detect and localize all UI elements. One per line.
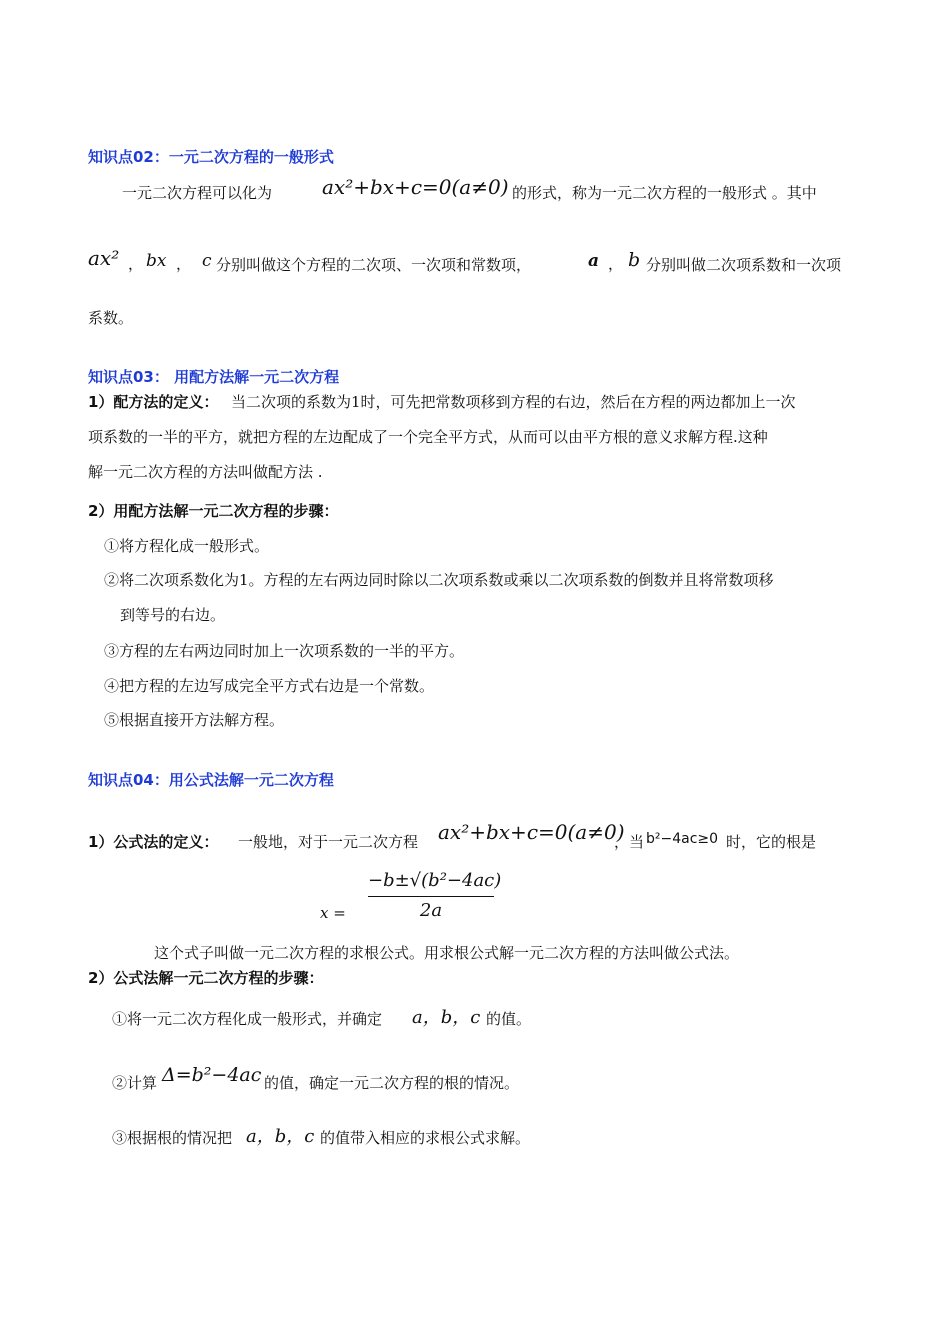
root-x-label: x = — [320, 904, 346, 922]
discriminant-condition: b²−4ac≥0 — [646, 831, 719, 847]
term-bx: bx — [146, 251, 167, 271]
term-c: c — [202, 251, 212, 271]
separator: ， — [128, 255, 144, 273]
completing-square-steps-label: 2）用配方法解一元二次方程的步骤： — [88, 502, 339, 520]
separator: ， — [176, 255, 192, 273]
section-03-heading: 知识点03： 用配方法解一元二次方程 — [88, 368, 340, 386]
sec02-line2-mid: 分别叫做这个方程的二次项、一次项和常数项， — [216, 256, 532, 274]
formula-step-1-post: 的值。 — [486, 1010, 532, 1028]
formula-step-1: ①将一元二次方程化成一般形式，并确定 — [112, 1010, 383, 1028]
section-02-heading: 知识点02：一元二次方程的一般形式 — [88, 148, 334, 166]
separator: ， — [608, 255, 624, 273]
quadratic-formula-def-text: 一般地，对于一元二次方程 — [238, 833, 419, 851]
root-formula-denominator: 2a — [419, 900, 443, 921]
term-b: b — [628, 249, 641, 271]
step-item: ②将二次项系数化为1。方程的左右两边同时除以二次项系数或乘以二次项系数的倒数并且将常数项移 — [104, 571, 774, 589]
formula-step-3: ③根据根的情况把 — [112, 1129, 233, 1147]
sec02-line1-post: 的形式，称为一元二次方程的一般形式 。其中 — [512, 184, 817, 202]
formula-step-2: ②计算 — [112, 1074, 158, 1092]
formula-step-3-post: 的值带入相应的求根公式求解。 — [320, 1129, 531, 1147]
def-post-a: ，当 — [614, 833, 645, 851]
quadratic-formula-steps-label: 2）公式法解一元二次方程的步骤： — [88, 969, 324, 987]
sec02-line3: 系数。 — [88, 309, 134, 327]
term-a: a — [588, 251, 600, 271]
step-item: ③方程的左右两边同时加上一次项系数的一半的平方。 — [104, 642, 465, 660]
completing-square-def-line3: 解一元二次方程的方法叫做配方法 . — [88, 463, 323, 481]
section-04-heading: 知识点04：用公式法解一元二次方程 — [88, 771, 334, 789]
quadratic-formula-def-label: 1）公式法的定义： — [88, 833, 219, 851]
completing-square-def-line2: 项系数的一半的平方，就把方程的左边配成了一个完全平方式，从而可以由平方根的意义求解方程.这种 — [88, 428, 768, 446]
completing-square-def-line1: 当二次项的系数为1时，可先把常数项移到方程的右边，然后在方程的两边都加上一次 — [231, 393, 796, 411]
def-post-b: 时，它的根是 — [726, 833, 817, 851]
completing-square-def-label: 1）配方法的定义： — [88, 393, 219, 411]
step-item: ④把方程的左边写成完全平方式右边是一个常数。 — [104, 677, 435, 695]
formula-step-2-post: 的值，确定一元二次方程的根的情况。 — [264, 1074, 520, 1092]
sec02-line1-text: 一元二次方程可以化为 — [122, 184, 273, 202]
formula-note: 这个式子叫做一元二次方程的求根公式。用求根公式解一元二次方程的方法叫做公式法。 — [154, 944, 740, 962]
coefficient-vars: a，b，c — [412, 1007, 481, 1028]
fraction-bar — [368, 896, 494, 897]
general-form-formula: ax²+bx+c=0(a≠0) — [438, 820, 625, 844]
discriminant-formula: Δ=b²−4ac — [162, 1064, 262, 1086]
coefficient-vars: a，b，c — [246, 1126, 315, 1147]
term-ax2: ax² — [88, 246, 120, 270]
root-formula-numerator: −b±√(b²−4ac) — [368, 870, 502, 891]
step-item: ⑤根据直接开方法解方程。 — [104, 711, 285, 729]
step-item: ①将方程化成一般形式。 — [104, 537, 270, 555]
step-item-continued: 到等号的右边。 — [120, 606, 226, 624]
general-form-formula: ax²+bx+c=0(a≠0) — [322, 175, 509, 199]
sec02-line2-post: 分别叫做二次项系数和一次项 — [646, 256, 842, 274]
